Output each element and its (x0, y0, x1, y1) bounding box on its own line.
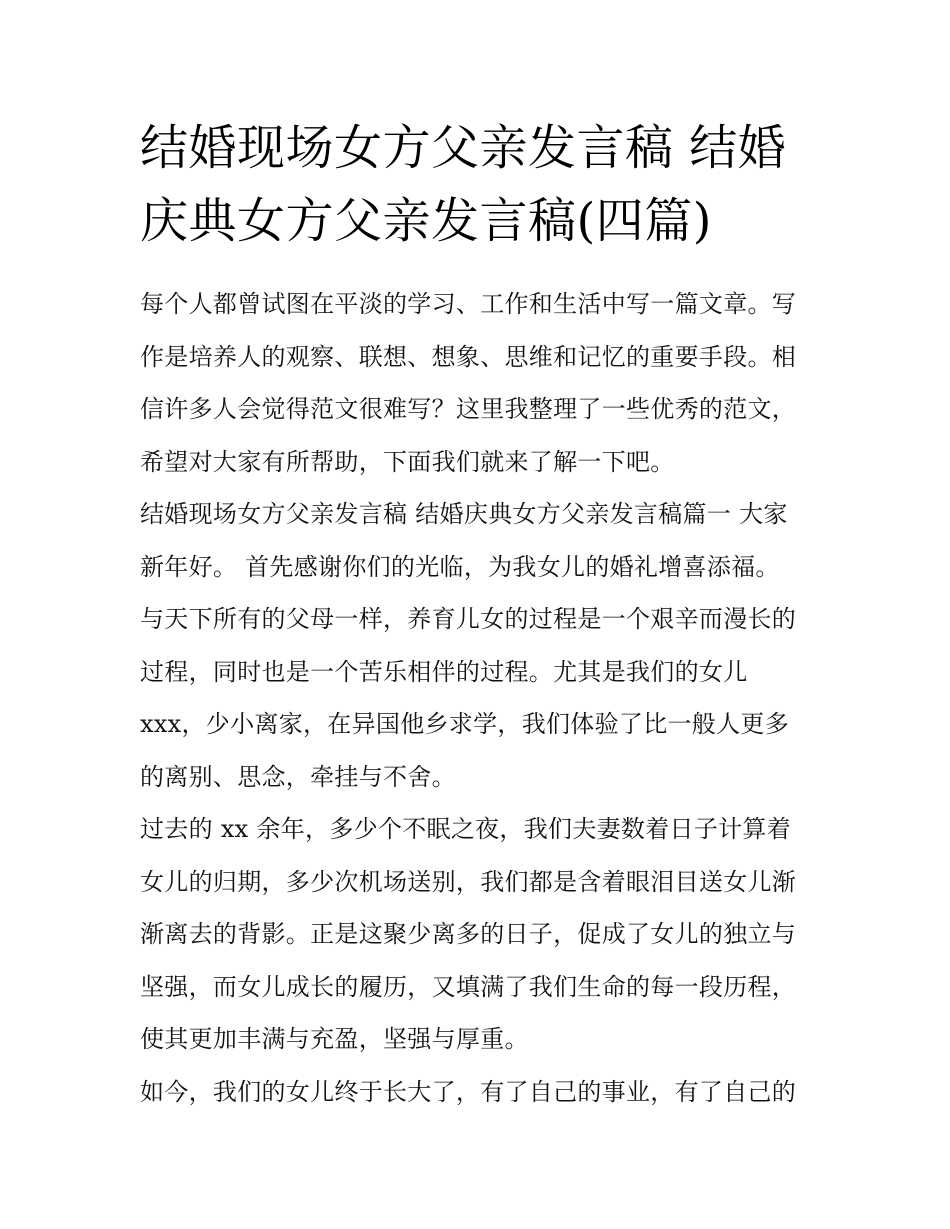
body-text-line: 与天下所有的父母一样，养育儿女的过程是一个艰辛而漫长的 (140, 605, 797, 633)
body-text-line: 坚强，而女儿成长的履历，又填满了我们生命的每一段历程， (140, 972, 797, 1001)
body-text-line: 过去的 xx 余年，多少个不眠之夜，我们夫妻数着日子计算着 (140, 815, 792, 843)
document-title (140, 112, 812, 258)
body-text-line: 希望对大家有所帮助，下面我们就来了解一下吧。 (140, 447, 675, 476)
title-line: 结婚现场女方父亲发言稿 结婚 (140, 120, 787, 176)
document-body (140, 278, 812, 1118)
body-text-line: 新年好。 首先感谢你们的光临，为我女儿的婚礼增喜添福。 (140, 552, 780, 581)
body-text-line: 女儿的归期，多少次机场送别，我们都是含着眼泪目送女儿渐 (140, 867, 797, 896)
body-text-line: 结婚现场女方父亲发言稿 结婚庆典女方父亲发言稿篇一 大家 (140, 500, 788, 528)
body-text-line: 每个人都曾试图在平淡的学习、工作和生活中写一篇文章。写 (140, 290, 797, 318)
body-text-line: xxx，少小离家，在异国他乡求学，我们体验了比一般人更多 (140, 710, 790, 738)
body-text-line: 渐离去的背影。正是这聚少离多的日子，促成了女儿的独立与 (140, 920, 797, 948)
title-line: 庆典女方父亲发言稿(四篇) (140, 193, 712, 249)
body-text-line: 的离别、思念，牵挂与不舍。 (140, 762, 456, 791)
document-content (140, 112, 812, 1118)
body-text-line: 过程，同时也是一个苦乐相伴的过程。尤其是我们的女儿 (140, 657, 748, 686)
body-text-line: 如今，我们的女儿终于长大了，有了自己的事业，有了自己的 (140, 1077, 797, 1106)
body-text-line: 信许多人会觉得范文很难写？这里我整理了一些优秀的范文， (140, 395, 797, 423)
body-text-line: 作是培养人的观察、联想、想象、思维和记忆的重要手段。相 (140, 342, 797, 371)
body-text-line: 使其更加丰满与充盈，坚强与厚重。 (140, 1025, 529, 1053)
